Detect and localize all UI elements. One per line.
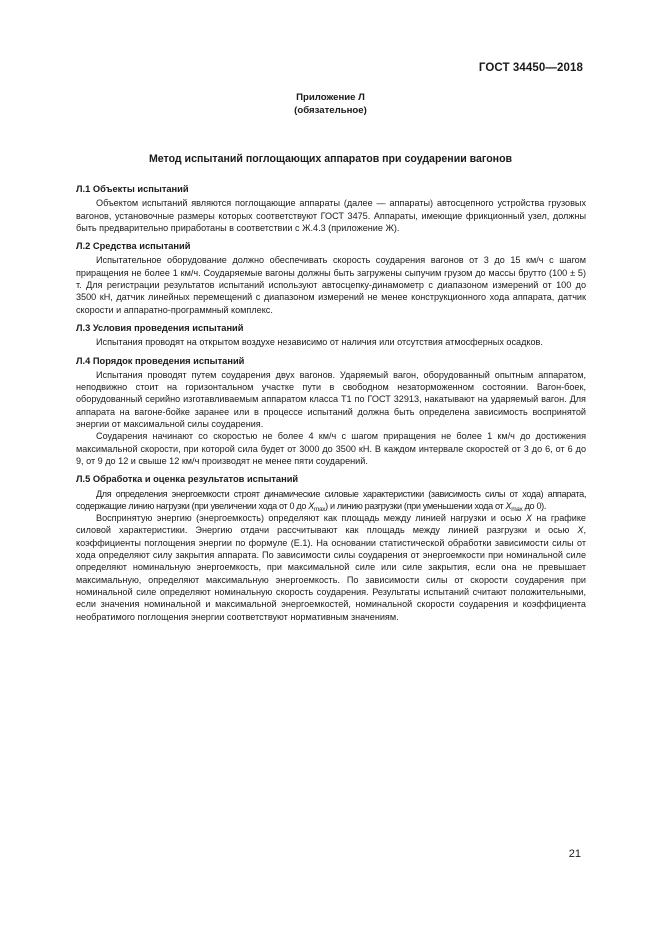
text-run: Для определения энергоемкости строят динамические силовые характеристики (зависимость силы от хода) аппарата, содержащие линию нагрузки (при увеличении хода от 0 до xyxy=(76,488,586,511)
section-l2 xyxy=(76,240,586,316)
paragraph: Испытания проводят на открытом воздухе независимо от наличия или отсутствия атмосферных осадков. xyxy=(96,337,543,348)
text-run: , коэффициенты поглощения энергии по формуле (Е.1). На основании статистической обработки зависимости силы от хода определяют силу закрытия аппарата. По зависимости силы соударения от энергоемкости при номинальной силе определяют номинальную энергоемкость, при максимальной силе или силе закрытия, если она не превышает максимальную, определяют максимальную энергоемкость. По зависимости силы от скорости соударения при номинальной силе определяют номинальную скорость соударения. Результаты испытаний считают положительными, если значения номинальной и максимальной энергоемкостей, номинальной скорости соударения и коэффициента необратимого поглощения энергии соответствуют нормативным значениям. xyxy=(76,525,586,622)
variable-x: X xyxy=(308,500,314,511)
page-number: 21 xyxy=(568,848,581,860)
section-heading: Л.3 Условия проведения испытаний xyxy=(76,322,244,333)
paragraph: Соударения начинают со скоростью не более 4 км/ч с шагом приращения не более 1 км/ч до достижения максимальной скорости, при которой сила будет от 3000 до 3500 кН. В каждом интервале скоростей от 3 до 6, от 6 до 9, от 9 до 12 и свыше 12 км/ч производят не менее пяти соударений. xyxy=(76,431,586,466)
variable-x: X xyxy=(525,513,532,524)
variable-x: X xyxy=(505,500,512,511)
text-run: Воспринятую энергию (энергоемкость) определяют как площадь между линией нагрузки и осью xyxy=(96,513,526,524)
document-body xyxy=(76,183,586,623)
paragraph xyxy=(76,488,586,513)
section-l5 xyxy=(76,473,586,623)
document-code: ГОСТ 34450—2018 xyxy=(478,62,583,74)
section-l1 xyxy=(76,183,586,234)
paragraph xyxy=(76,512,586,623)
paragraph: Испытательное оборудование должно обеспечивать скорость соударения вагонов от 3 до 15 км/ч с шагом приращения не более 1 км/ч. Соударяемые вагоны должны быть загружены сыпучим грузом до массы брутто (100 ± 5) т. Для регистрации результатов испытаний используют автосцепку-динамометр с диапазоном измерений от 100 до 3500 кН, датчик линейных перемещений с диапазоном измерений не менее конструкционного хода аппарата, датчик скорости и аппаратно-программный комплекс. xyxy=(76,255,586,315)
method-title: Метод испытаний поглощающих аппаратов при соударении вагонов xyxy=(148,153,513,165)
variable-x: X xyxy=(577,525,584,536)
text-run: до 0). xyxy=(522,500,547,511)
text-run: на графике силовой характеристики. Энергию отдачи рассчитывают как площадь между линией разгрузки и осью xyxy=(76,513,586,536)
section-l3 xyxy=(76,322,586,349)
section-l4 xyxy=(76,355,586,468)
paragraph: Испытания проводят путем соударения двух вагонов. Ударяемый вагон, оборудованный опытным аппаратом, неподвижно стоит на горизонтальном участке пути в свободном незаторможенном состоянии. Вагон-боек, оборудованный серийно изготавливаемым аппаратом класса Т1 по ГОСТ 32913, накатывают на ударяемый вагон. Для аппарата на вагоне-бойке заранее или в процессе испытаний должна быть определена зависимость воспринятой энергии от максимальной силы соударения. xyxy=(76,369,586,430)
section-heading: Л.4 Порядок проведения испытаний xyxy=(76,355,245,366)
annex-status: (обязательное) xyxy=(294,105,367,116)
paragraph: Объектом испытаний являются поглощающие аппараты (далее — аппараты) автосцепного устройства грузовых вагонов, установочные размеры которых соответствуют ГОСТ 3475. Аппараты, имеющие фрикционный узел, должны быть предварительно приработаны в соответствии с Ж.4.3 (приложение Ж). xyxy=(76,198,586,233)
text-run: ) и линию разгрузки (при уменьшении хода от xyxy=(325,500,506,511)
annex-title: Приложение Л xyxy=(296,92,365,103)
section-heading: Л.2 Средства испытаний xyxy=(76,241,191,252)
subscript-max: max xyxy=(313,505,326,513)
section-heading: Л.1 Объекты испытаний xyxy=(76,184,189,194)
subscript-max: max xyxy=(511,505,523,513)
section-heading: Л.5 Обработка и оценка результатов испытаний xyxy=(76,474,299,485)
